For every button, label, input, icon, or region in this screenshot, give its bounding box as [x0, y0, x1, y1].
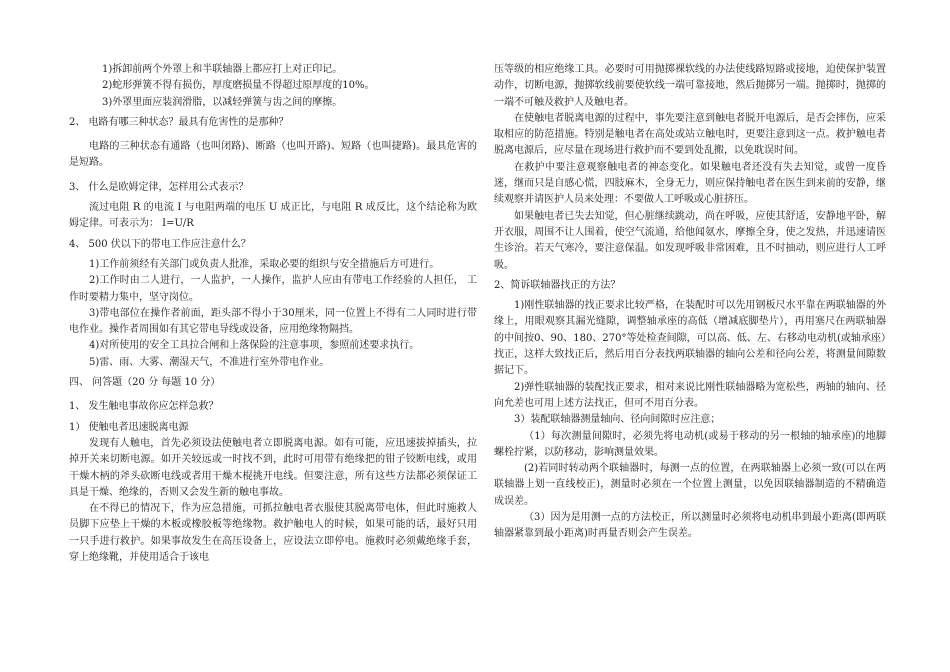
paragraph: 1、 发生触电事故你应怎样急救？: [69, 401, 219, 413]
paragraph: 1)刚性联轴器的找正要求比较严格，在装配时可以先用钢板尺水平靠在两联轴器的外缘上，用眼观察其漏光缝隙，调整轴承座的高低（增减底脚垫片），再用塞尺在两联轴器的中间按0、90、180、270°等处检查间隙，可以高、低、左、右移动电动机(或轴承座）找正，这样大致找正后，然后用百分表找两联轴器的轴向公差和径向公差，将测量间隙数据记下。: [494, 300, 886, 377]
paragraph: 3、 什么是欧姆定律，怎样用公式表示？: [69, 181, 249, 193]
paragraph: 3）装配联轴器测量轴向、径向间隙时应注意；: [514, 414, 721, 426]
paragraph: 1） 使触电者迅速脱离电源: [69, 421, 189, 433]
paragraph: 2)工作时由二人进行，一人监护，一人操作，监护人应由有带电工作经验的人担任， 工作时要精力集中，坚守岗位。: [69, 275, 477, 303]
paragraph: 1)工作前须经有关部门或负责人批准，采取必要的组织与安全措施后方可进行。: [89, 258, 440, 270]
paragraph: 在不得已的情况下，作为应急措施，可抓拉触电者衣服使其脱离带电体，但此时施救人员脚下应垫上干燥的木板或橡胶板等绝缘物。救护触电人的时候，如果可能的话，最好只用一只手进行救护。如果事故发生在高压设备上，应设法立即停电。施救时必须戴绝缘手套，穿上绝缘靴，并使用适合于该电: [69, 503, 477, 564]
paragraph: 在救护中要注意观察触电者的神态变化。如果触电者还没有失去知觉，或曾一度昏迷，继而只是自感心慌，四肢麻木，全身无力，则应保持触电者在医生到来前的安静，继续观察并请医护人员来处理：不要做人工呼吸或心脏挤压。: [494, 161, 886, 206]
paragraph: 3)外罩里面应装润滑脂，以减轻弹簧与齿之间的摩擦。: [102, 96, 343, 108]
left-column: [69, 62, 477, 566]
paragraph: 1)拆卸前两个外罩上和半联轴器上都应打上对正印记。: [102, 64, 343, 75]
paragraph: 4)对所使用的安全工具拉合闸和上落保险的注意事项，参照前述要求执行。: [89, 340, 420, 352]
paragraph: 5)雷、雨、大雾、潮湿天气，不准进行室外带电作业。: [89, 356, 330, 368]
paragraph: 如果触电者已失去知觉，但心脏继续跳动，尚在呼吸，应使其舒适，安静地平卧，解开衣服，周围不让人围着，使空气流通，给他闻氨水，摩擦全身，使之发热，并迅速请医生诊治。若天气寒冷，要注意保温。如发现呼吸非常困难，且不时抽动，则应进行人工呼吸。: [494, 210, 886, 271]
right-column: [494, 62, 886, 543]
paragraph: 四、 问答题（20 分 每题 10 分）: [69, 377, 221, 389]
paragraph: 3)带电部位在操作者前面，距头部不得小于30厘米，同一位置上不得有二人同时进行带电作业。操作者周围如有其它带电导线或设备，应用绝缘物隔挡。: [69, 307, 477, 336]
paragraph: 2、简诉联轴器找正的方法？: [494, 279, 621, 291]
paragraph: 流过电阻 R 的电流 I 与电阻两端的电压 U 成正比，与电阻 R 成反比，这个结论称为欧姆定律。可表示为： I=U/R: [69, 202, 477, 230]
paragraph: （3）因为是用测一点的方法校正，所以测量时必须将电动机串到最小距离(即两联轴器紧靠到最小距离)时再量否则会产生误差。: [494, 512, 886, 540]
paragraph: 2)蛇形弹簧不得有损伤，厚度磨损量不得超过原厚度的10%。: [102, 80, 375, 92]
paragraph: (2)若同时转动两个联轴器时，每测一点的位置，在两联轴器上必须一致(可以在两联轴器上划一直线校正)，测量时必须在一个位置上测量，以免因联轴器制造的不精确造成误差。: [494, 463, 886, 507]
paragraph: 发现有人触电，首先必须设法使触电者立即脱离电源。如有可能，应迅速拔掉插头，拉掉开关来切断电源。如开关较远或一时找不到，此时可用带有绝缘把的钳子铰断电线，或用干燥木柄的斧头砍断电线或者用干燥木棍挑开电线。但要注意，所有这些方法都必须保证工具是干燥、绝缘的，否则又会发生新的触电事故。: [69, 437, 477, 498]
paragraph: 压等级的相应绝缘工具。必要时可用抛掷裸软线的办法使线路短路或接地，迫使保护装置动作，切断电源，抛掷软线前要使软线一端可靠接地，然后抛掷另一端。抛掷时，抛掷的一端不可触及救护人及触电者。: [494, 64, 886, 108]
paragraph: 2、 电路有哪三种状态？最具有危害性的是那种？: [69, 116, 289, 128]
paragraph: 4、 500 伏以下的带电工作应注意什么？: [69, 238, 251, 250]
paragraph: 2)弹性联轴器的装配找正要求，相对来说比刚性联轴器略为宽松些，两轴的轴向、径向允差也可用上述方法找正，但可不用百分表。: [494, 381, 886, 409]
paragraph: （1）每次测量间隙时，必须先将电动机(或易于移动的另一根轴的轴承座)的地脚螺栓拧紧，以防移动，影响测量效果。: [494, 430, 886, 458]
paragraph: 电路的三种状态有通路（也叫闭路)、断路（也叫开路)、短路（也叫捷路)。最具危害的是短路。: [69, 141, 477, 169]
paragraph: 在使触电者脱离电源的过程中，事先要注意到触电者脱开电源后，是否会摔伤，应采取相应的防范措施。特别是触电者在高处或站立触电时，更要注意到这一点。救护触电者脱离电源后，应尽量在现场进行救护而不要到处乱搬，以免耽误时间。: [494, 112, 886, 157]
